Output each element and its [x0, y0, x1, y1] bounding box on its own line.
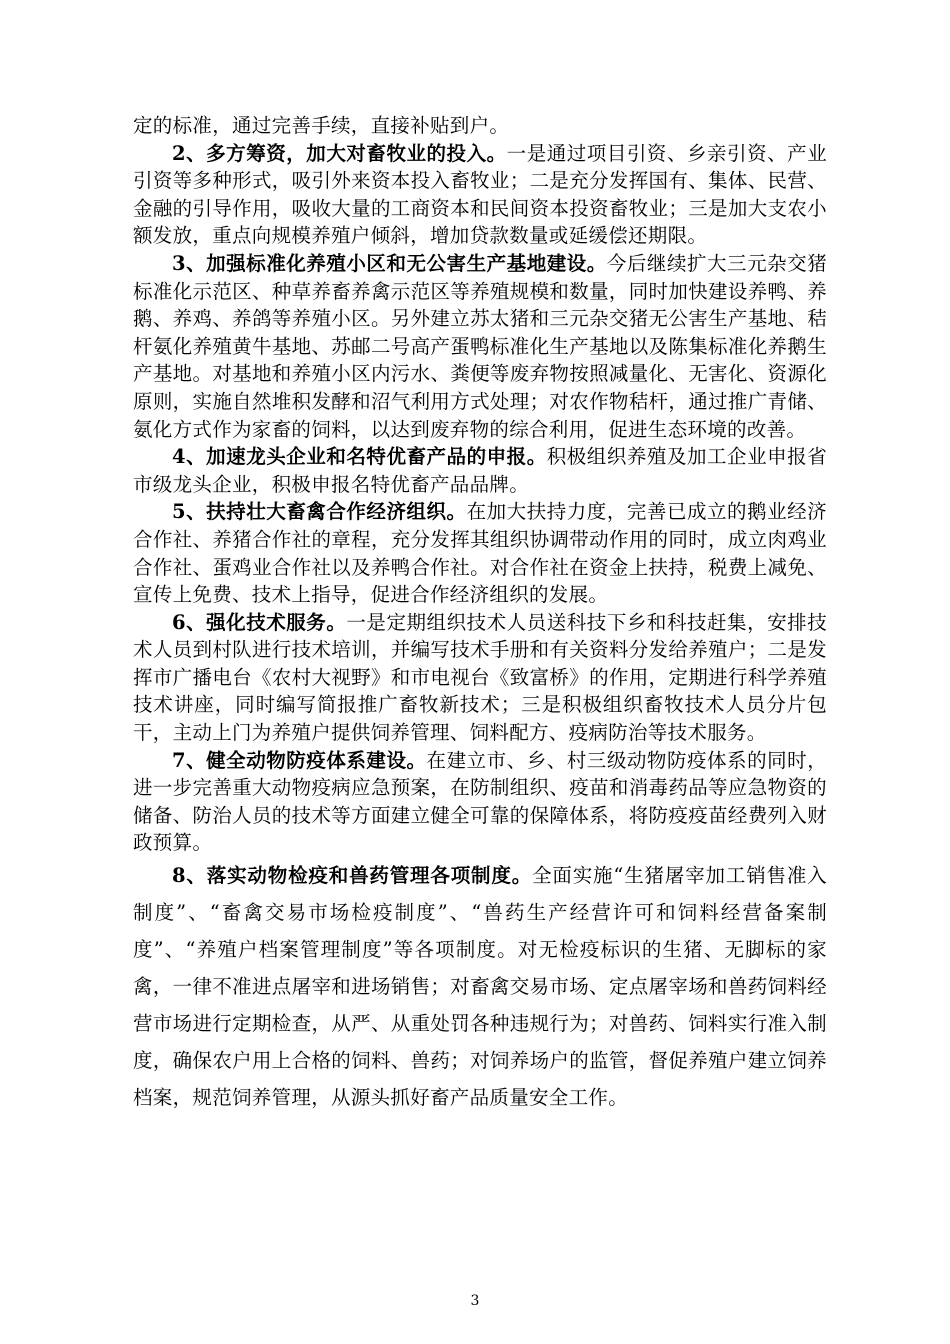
continuation-paragraph: 定的标准，通过完善手续，直接补贴到户。: [133, 114, 510, 137]
section-body: 今后继续扩大三元杂交猪标准化示范区、种草养畜养禽示范区等养殖规模和数量，同时加快建设养鸭、养鹅、养鸡、养鸽等养殖小区。另外建立苏太猪和三元杂交猪无公害生产基地、秸杆氨化养殖黄牛基地、苏邮二号高产蛋鸭标准化生产基地以及陈集标准化养鹅生产基地。对基地和养殖小区内污水、粪便等废弃物按照减量化、无害化、资源化原则，实施自然堆积发酵和沼气利用方式处理；对农作物秸杆，通过推广青储、氨化方式作为家畜的饲料，以达到废弃物的综合利用，促进生态环境的改善。: [133, 251, 827, 441]
section-7: [133, 747, 827, 857]
section-heading: 2、多方筹资，加大对畜牧业的投入。: [172, 141, 507, 165]
section-5: [133, 498, 827, 608]
section-heading: 5、扶持壮大畜禽合作经济组织。: [172, 500, 467, 524]
section-heading: 8、落实动物检疫和兽药管理各项制度。: [172, 864, 533, 888]
document-body: [133, 112, 827, 1116]
section-heading: 3、加强标准化养殖小区和无公害生产基地建设。: [172, 251, 607, 275]
section-heading: 6、强化技术服务。: [172, 610, 347, 634]
section-body: 全面实施“生猪屠宰加工销售准入制度”、“畜禽交易市场检疫制度”、“兽药生产经营许可和饲料经营备案制度”、“养殖户档案管理制度”等各项制度。对无检疫标识的生猪、无脚标的家禽，一律不准进点屠宰和进场销售；对畜禽交易市场、定点屠宰场和兽药饲料经营市场进行定期检查，从严、从重处罚各种违规行为；对兽药、饲料实行准入制度，确保农户用上合格的饲料、兽药；对饲养场户的监管，督促养殖户建立饲养档案，规范饲养管理，从源头抓好畜产品质量安全工作。: [133, 864, 827, 1110]
section-body: 积极组织养殖及加工企业申报省市级龙头企业，积极申报名特优畜产品品牌。: [133, 445, 827, 496]
section-body: 在建立市、乡、村三级动物防疫体系的同时，进一步完善重大动物疫病应急预案，在防制组织、疫苗和消毒药品等应急物资的储备、防治人员的技术等方面建立健全可靠的保障体系，将防疫疫苗经费列入财政预算。: [133, 748, 827, 855]
section-body: 一是定期组织技术人员送科技下乡和科技赶集，安排技术人员到村队进行技术培训，并编写技术手册和有关资料分发给养殖户；二是发挥市广播电台《农村大视野》和市电视台《致富桥》的作用，定期进行科学养殖技术讲座，同时编写简报推广畜牧新技术；三是积极组织畜牧技术人员分片包干，主动上门为养殖户提供饲养管理、饲料配方、疫病防治等技术服务。: [133, 610, 827, 745]
section-heading: 7、健全动物防疫体系建设。: [172, 748, 427, 772]
section-2: [133, 140, 827, 250]
section-body: 一是通过项目引资、乡亲引资、产业引资等多种形式，吸引外来资本投入畜牧业；二是充分发挥国有、集体、民营、金融的引导作用，吸收大量的工商资本和民间资本投资畜牧业；三是加大支农小额发放，重点向规模养殖户倾斜，增加贷款数量或延缓偿还期限。: [133, 141, 827, 248]
section-body: 在加大扶持力度，完善已成立的鹅业经济合作社、养猪合作社的章程，充分发挥其组织协调带动作用的同时，成立肉鸡业合作社、蛋鸡业合作社以及养鸭合作社。对合作社在资金上扶持，税费上减免、宣传上免费、技术上指导，促进合作经济组织的发展。: [133, 500, 827, 607]
page-number: 3: [470, 1293, 480, 1309]
section-4: [133, 443, 827, 498]
section-6: [133, 609, 827, 747]
section-8: [133, 857, 827, 1116]
section-3: [133, 250, 827, 443]
section-heading: 4、加速龙头企业和名特优畜产品的申报。: [172, 445, 547, 469]
